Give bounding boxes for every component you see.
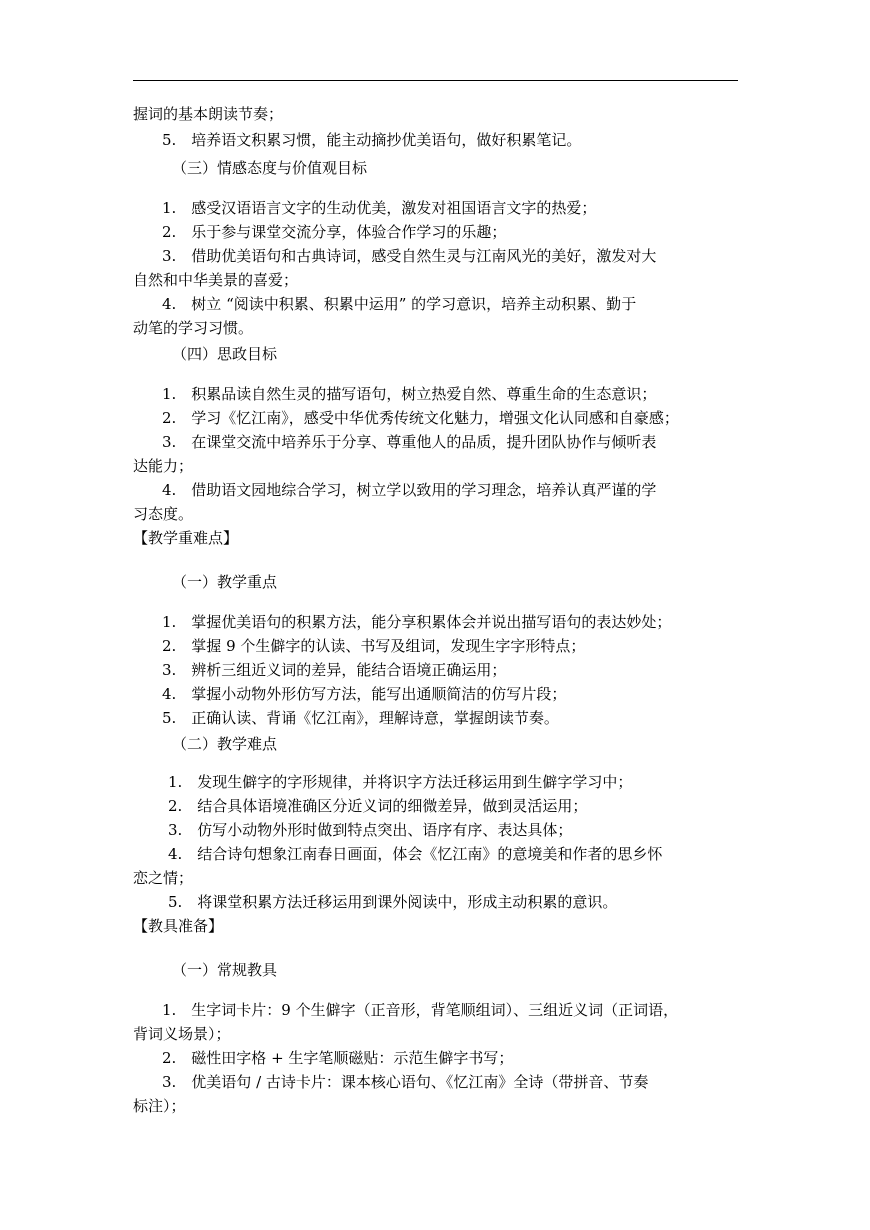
list-item: 3. 仿写小动物外形时做到特点突出、语序有序、表达具体；: [168, 821, 573, 839]
list-item: 3. 优美语句 / 古诗卡片：课本核心语句、《忆江南》全诗（带拼音、节奏: [162, 1073, 649, 1091]
section-heading: （一）常规教具: [172, 961, 278, 979]
list-item: 5. 培养语文积累习惯，能主动摘抄优美语句，做好积累笔记。: [162, 131, 582, 149]
list-item: 2. 乐于参与课堂交流分享，体验合作学习的乐趣；: [162, 223, 507, 241]
list-item: 3. 借助优美语句和古典诗词，感受自然生灵与江南风光的美好，激发对大: [162, 247, 657, 265]
chapter-heading: 【教具准备】: [133, 917, 224, 935]
list-item: 5. 正确认读、背诵《忆江南》，理解诗意，掌握朗读节奏。: [162, 709, 559, 727]
list-item-continuation: 背词义场景）；: [133, 1025, 231, 1043]
text-line: 握词的基本朗读节奏；: [133, 105, 284, 123]
section-heading: （四）思政目标: [172, 345, 278, 363]
list-item: 2. 掌握 9 个生僻字的认读、书写及组词，发现生字字形特点；: [162, 637, 586, 655]
list-item: 3. 在课堂交流中培养乐于分享、尊重他人的品质，提升团队协作与倾听表: [162, 433, 657, 451]
list-item-continuation: 动笔的学习习惯。: [133, 319, 254, 337]
list-item: 1. 发现生僻字的字形规律，并将识字方法迁移运用到生僻字学习中；: [168, 773, 633, 791]
list-item: 4. 掌握小动物外形仿写方法，能写出通顺简洁的仿写片段；: [162, 685, 567, 703]
list-item: 4. 结合诗句想象江南春日画面，体会《忆江南》的意境美和作者的思乡怀: [168, 845, 663, 863]
list-item: 1. 掌握优美语句的积累方法，能分享积累体会并说出描写语句的表达妙处；: [162, 613, 672, 631]
list-item-continuation: 标注）；: [133, 1097, 186, 1115]
list-item: 2. 磁性田字格 + 生字笔顺磁贴：示范生僻字书写；: [162, 1049, 514, 1067]
list-item: 5. 将课堂积累方法迁移运用到课外阅读中，形成主动积累的意识。: [168, 893, 618, 911]
section-heading: （一）教学重点: [172, 573, 278, 591]
list-item: 2. 结合具体语境准确区分近义词的细微差异，做到灵活运用；: [168, 797, 588, 815]
list-item: 3. 辨析三组近义词的差异，能结合语境正确运用；: [162, 661, 507, 679]
header-rule: [133, 80, 738, 81]
list-item: 1. 感受汉语语言文字的生动优美，激发对祖国语言文字的热爱；: [162, 199, 597, 217]
chapter-heading: 【教学重难点】: [133, 529, 239, 547]
list-item: 1. 生字词卡片：9 个生僻字（正音形，背笔顺组词）、三组近义词（正词语，: [162, 1001, 679, 1019]
list-item: 1. 积累品读自然生灵的描写语句，树立热爱自然、尊重生命的生态意识；: [162, 385, 657, 403]
list-item-continuation: 恋之情；: [133, 869, 194, 887]
section-heading: （二）教学难点: [172, 735, 278, 753]
section-heading: （三）情感态度与价值观目标: [172, 159, 368, 177]
list-item: 2. 学习《忆江南》，感受中华优秀传统文化魅力，增强文化认同感和自豪感；: [162, 409, 679, 427]
list-item: 4. 借助语文园地综合学习，树立学以致用的学习理念，培养认真严谨的学: [162, 481, 657, 499]
list-item: 4. 树立 “阅读中积累、积累中运用” 的学习意识，培养主动积累、勤于: [162, 295, 637, 313]
list-item-continuation: 自然和中华美景的喜爱；: [133, 271, 299, 289]
list-item-continuation: 达能力；: [133, 457, 194, 475]
list-item-continuation: 习态度。: [133, 505, 194, 523]
